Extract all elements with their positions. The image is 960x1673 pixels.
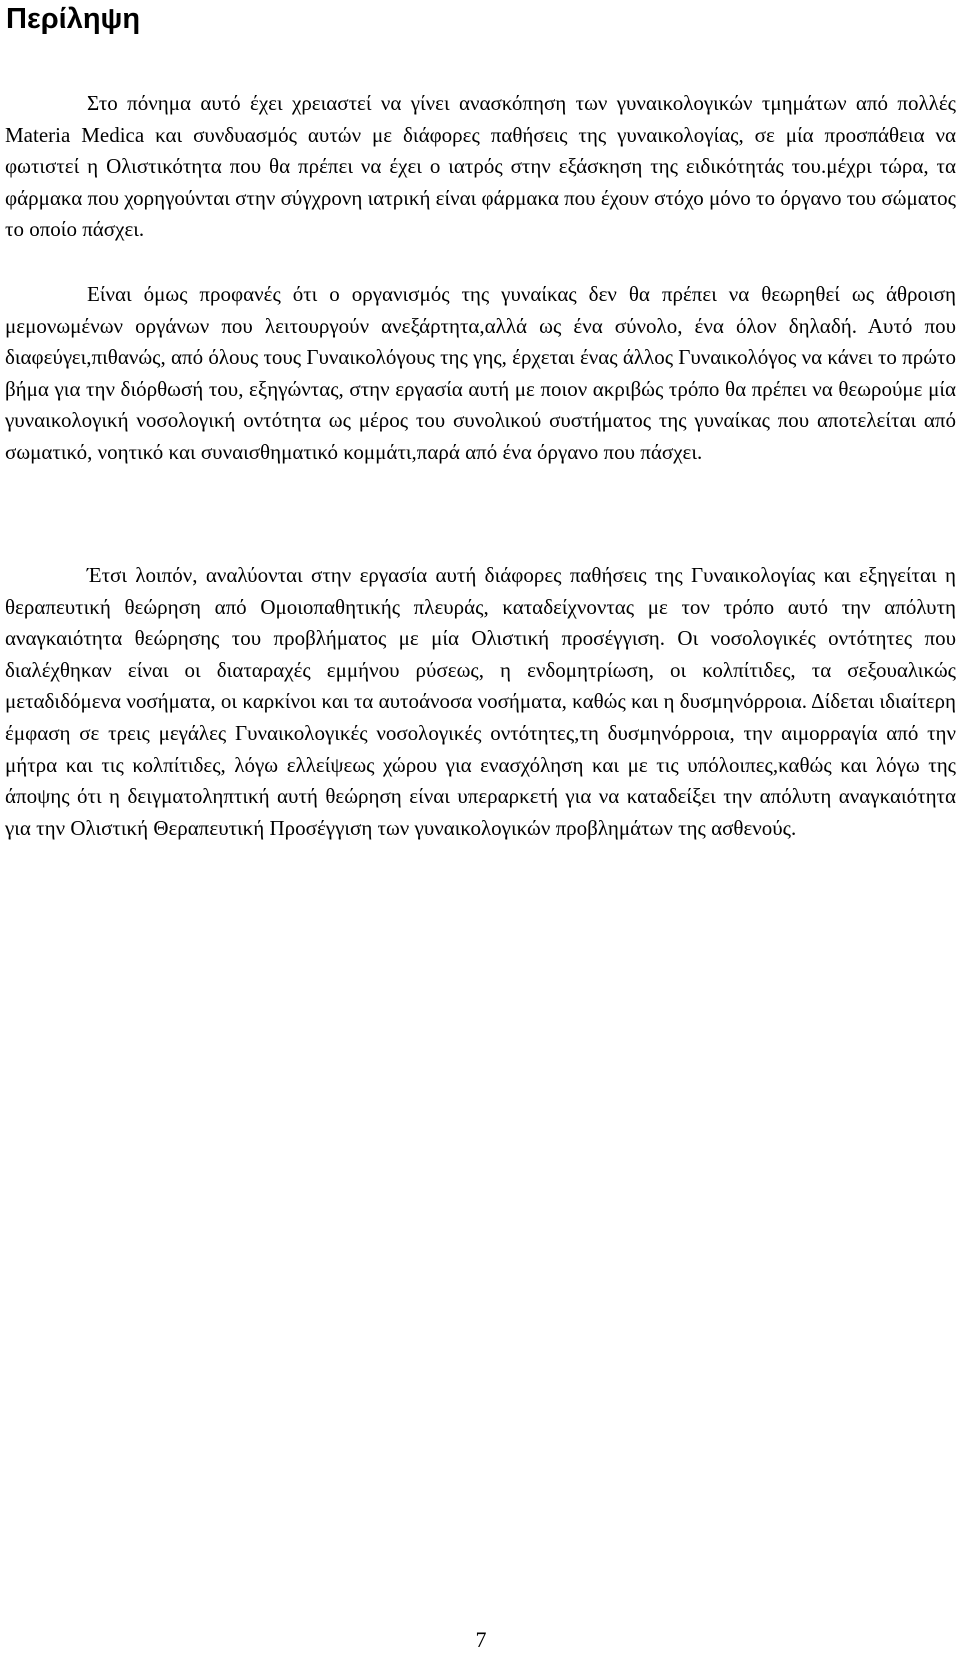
paragraph-analysis: Έτσι λοιπόν, αναλύονται στην εργασία αυτή διάφορες παθήσεις της Γυναικολογίας και εξηγείται η θεραπευτική θεώρηση από Ομοιοπαθητικής πλευράς, καταδείχνοντας με τον τρόπο αυτό την απόλυτη αναγκαιότητα θεώρησης του προβλήματος με μία Ολιστική προσέγγιση. Οι νοσολογικές οντότητες που διαλέχθηκαν είναι οι διαταραχές εμμήνου ρύσεως, η ενδομητρίωση, οι κολπίτιδες, τα σεξουαλικώς μεταδιδόμενα νοσήματα, οι καρκίνοι και τα αυτοάνοσα νοσήματα, καθώς και η δυσμηνόρροια. Δίδεται ιδιαίτερη έμφαση σε τρεις μεγάλες Γυναικολογικές νοσολογικές οντότητες,τη δυσμηνόρροια, την αιμορραγία από την μήτρα και τις κολπίτιδες, λόγω ελλείψεως χώρου για ενασχόληση και με τις υπόλοιπες,καθώς και λόγω της άποψης ότι η δειγματοληπτική αυτή θεώρηση είναι υπεραρκετή για να καταδείξει την απόλυτη αναγκαιότητα για την Ολιστική Θεραπευτική Προσέγγιση των γυναικολογικών προβλημάτων της ασθενούς. <box>5 563 956 840</box>
paragraph-organism: Είναι όμως προφανές ότι ο οργανισμός της γυναίκας δεν θα πρέπει να θεωρηθεί ως άθροιση μεμονωμένων οργάνων που λειτουργούν ανεξάρτητα,αλλά ως ένα σύνολο, ένα όλον δηλαδή. Αυτό που διαφεύγει,πιθανώς, από όλους τους Γυναικολόγους της γης, έρχεται ένας άλλος Γυναικολόγος να κάνει το πρώτο βήμα για την διόρθωσή του, εξηγώντας, στην εργασία αυτή με ποιον ακριβώς τρόπο θα πρέπει να θεωρούμε μία γυναικολογική νοσολογική οντότητα ως μέρος του συνολικού συστήματος της γυναίκας που αποτελείται από σωματικό, νοητικό και συναισθηματικό κομμάτι,παρά από ένα όργανο που πάσχει. <box>5 282 956 464</box>
paragraph-intro: Στο πόνημα αυτό έχει χρειαστεί να γίνει ανασκόπηση των γυναικολογικών τμημάτων από πολλές Materia Medica και συνδυασμός αυτών με διάφορες παθήσεις της γυναικολογίας, σε μία προσπάθεια να φωτιστεί η Ολιστικότητα που θα πρέπει να έχει ο ιατρός στην εξάσκηση της ειδικότητάς του.μέχρι τώρα, τα φάρμακα που χορηγούνται στην σύγχρονη ιατρική είναι φάρμακα που έχουν στόχο μόνο το όργανο του σώματος το οποίο πάσχει. <box>5 91 956 242</box>
page-number: 7 <box>475 1627 487 1652</box>
page-footer <box>0 1626 960 1654</box>
page-heading: Περίληψη <box>6 3 141 35</box>
